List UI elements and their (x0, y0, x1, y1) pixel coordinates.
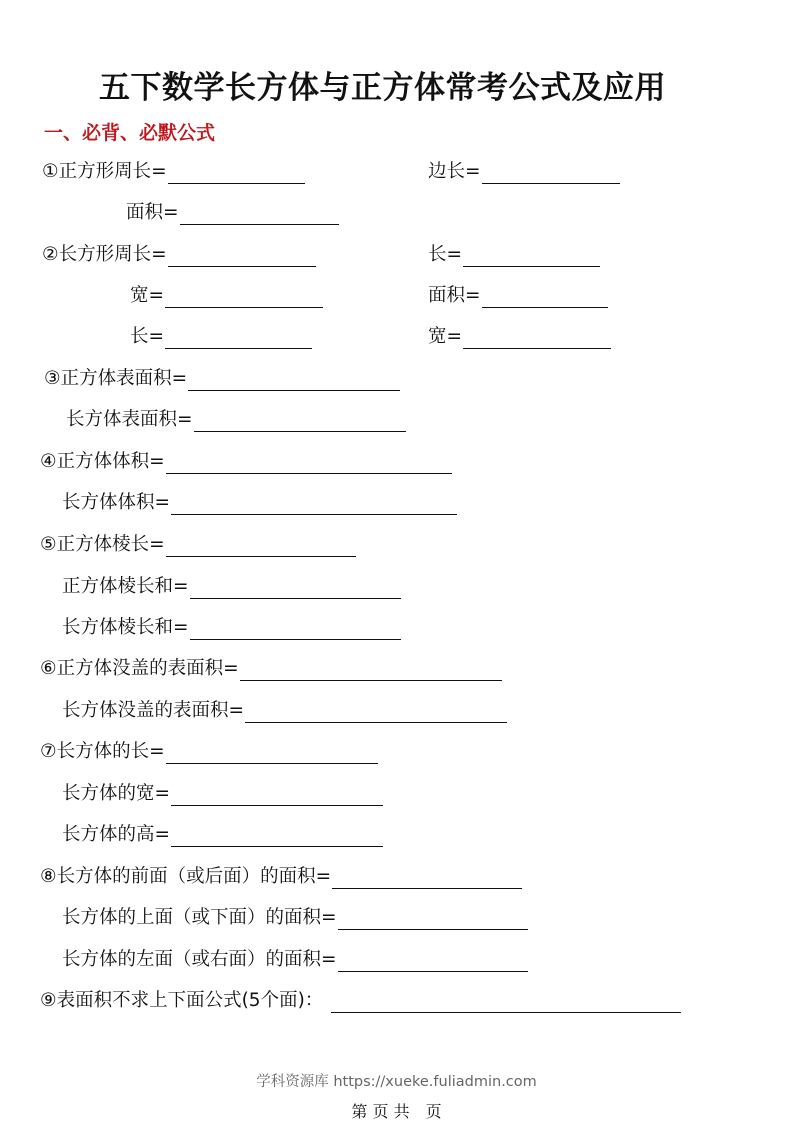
formula-label: ⑥正方体没盖的表面积= (40, 658, 239, 679)
formula-row-square-side (428, 160, 620, 184)
formula-row-cube-edge-sum (62, 575, 401, 599)
formula-label: 边长= (428, 161, 481, 182)
formula-row-surface-no-top-bottom (40, 989, 681, 1013)
formula-row-rect-area (428, 284, 608, 308)
formula-label: ②长方形周长= (42, 244, 167, 265)
formula-label: 长方体的高= (62, 824, 171, 845)
formula-row-rect-length (428, 243, 600, 267)
formula-row-cuboid-surface (66, 408, 406, 432)
formula-label: 长= (428, 244, 463, 265)
formula-label: ③正方体表面积= (44, 368, 188, 389)
answer-blank[interactable] (331, 992, 681, 1013)
answer-blank[interactable] (194, 411, 406, 432)
answer-blank[interactable] (188, 370, 400, 391)
formula-label: 面积= (126, 202, 179, 223)
answer-blank[interactable] (482, 163, 620, 184)
answer-blank[interactable] (166, 743, 378, 764)
formula-row-cuboid-width (62, 782, 383, 806)
formula-row-cube-edge (40, 533, 356, 557)
answer-blank[interactable] (463, 328, 611, 349)
formula-row-cuboid-length (40, 740, 378, 764)
formula-row-front-face-area (40, 865, 522, 889)
answer-blank[interactable] (171, 494, 457, 515)
formula-label: ⑤正方体棱长= (40, 534, 165, 555)
formula-row-rect-length-2 (130, 325, 312, 349)
formula-row-cuboid-edge-sum (62, 616, 401, 640)
formula-label: ①正方形周长= (42, 161, 167, 182)
formula-row-cuboid-volume (62, 491, 457, 515)
answer-blank[interactable] (171, 826, 383, 847)
answer-blank[interactable] (171, 785, 383, 806)
answer-blank[interactable] (463, 246, 600, 267)
page-number: 第 页 共 页 (351, 1102, 442, 1121)
footer-source: 学科资源库 https://xueke.fuliadmin.com (256, 1074, 537, 1090)
formula-label: 宽= (130, 285, 165, 306)
formula-label: 长方体表面积= (66, 409, 193, 430)
answer-blank[interactable] (166, 536, 356, 557)
answer-blank[interactable] (168, 246, 316, 267)
formula-label: 长方体体积= (62, 492, 171, 513)
formula-row-square-perimeter (42, 160, 305, 184)
answer-blank[interactable] (332, 868, 522, 889)
answer-blank[interactable] (240, 660, 502, 681)
formula-row-rect-width (130, 284, 323, 308)
answer-blank[interactable] (168, 163, 305, 184)
formula-label: 长方体的宽= (62, 783, 171, 804)
answer-blank[interactable] (190, 578, 401, 599)
document-title: 五下数学长方体与正方体常考公式及应用 (99, 70, 666, 106)
formula-label: 长方体没盖的表面积= (62, 700, 245, 721)
formula-row-rect-width-2 (428, 325, 611, 349)
formula-row-cube-surface (44, 367, 400, 391)
answer-blank[interactable] (166, 453, 452, 474)
formula-label: ⑧长方体的前面（或后面）的面积= (40, 866, 332, 887)
formula-row-left-face-area (62, 948, 528, 972)
formula-label: 正方体棱长和= (62, 576, 189, 597)
formula-label: 面积= (428, 285, 481, 306)
formula-label: 长方体的上面（或下面）的面积= (62, 907, 337, 928)
formula-row-top-face-area (62, 906, 528, 930)
formula-row-cuboid-height (62, 823, 383, 847)
answer-blank[interactable] (482, 287, 608, 308)
formula-label: ⑦长方体的长= (40, 741, 165, 762)
formula-label: 长= (130, 326, 165, 347)
answer-blank[interactable] (165, 328, 312, 349)
formula-row-rect-perimeter (42, 243, 316, 267)
answer-blank[interactable] (338, 909, 528, 930)
formula-row-square-area (126, 201, 339, 225)
formula-row-cuboid-open-surface (62, 699, 507, 723)
formula-label: ④正方体体积= (40, 451, 165, 472)
formula-label: 长方体棱长和= (62, 617, 189, 638)
answer-blank[interactable] (180, 204, 339, 225)
formula-label: 宽= (428, 326, 463, 347)
formula-label: 长方体的左面（或右面）的面积= (62, 949, 337, 970)
answer-blank[interactable] (338, 951, 528, 972)
answer-blank[interactable] (190, 619, 401, 640)
formula-row-cube-volume (40, 450, 452, 474)
answer-blank[interactable] (165, 287, 323, 308)
answer-blank[interactable] (245, 702, 507, 723)
formula-label: ⑨表面积不求上下面公式(5个面)： (40, 990, 324, 1011)
section-heading: 一、必背、必默公式 (44, 122, 216, 144)
formula-row-cube-open-surface (40, 657, 502, 681)
